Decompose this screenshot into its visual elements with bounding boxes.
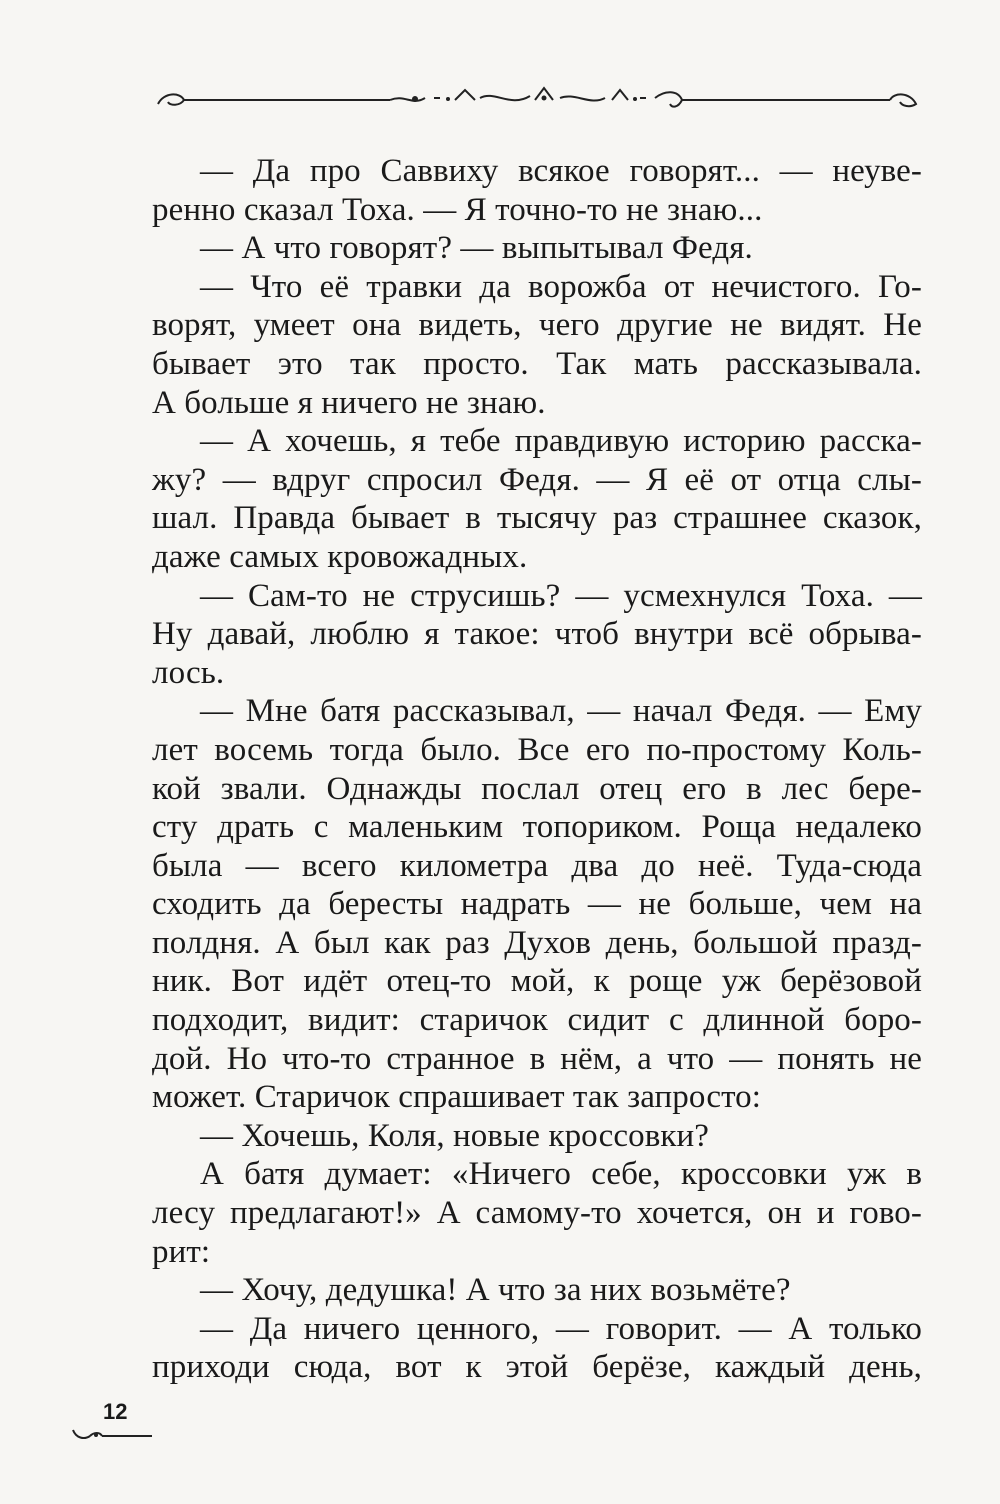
text-line: была — всего километра два до неё. Туда-сюда (152, 847, 922, 884)
text-line: рит: (152, 1233, 211, 1270)
text-line: ренно сказал Тоха. — Я точно-то не знаю... (152, 191, 763, 228)
text-line: А больше я ничего не знаю. (152, 384, 546, 421)
text-line: А батя думает: «Ничего себе, кроссовки уж в (200, 1156, 922, 1193)
text-line: сходить да бересты надрать — не больше, чем на (152, 886, 922, 923)
text-line: приходи сюда, вот к этой берёзе, каждый день, (152, 1349, 922, 1386)
text-line: — Да про Саввиху всякое говорят... — неуве- (200, 153, 922, 189)
text-line: — Сам-то не струсишь? — усмехнулся Тоха. — (200, 577, 922, 614)
text-line: — А хочешь, я тебе правдивую историю расска- (200, 423, 922, 460)
body-text (152, 152, 922, 1387)
text-line: жу? — вдруг спросил Федя. — Я её от отца слы- (152, 461, 922, 498)
text-line: — Мне батя рассказывал, — начал Федя. — Ему (200, 693, 922, 730)
text-line: ворят, умеет она видеть, чего другие не видят. Не (152, 307, 922, 344)
text-line: — Что её травки да ворожба от нечистого. Го- (200, 268, 922, 305)
text-line: кой звали. Однажды послал отец его в лес бере- (152, 770, 922, 807)
text-line: лось. (152, 654, 225, 691)
text-line: — Да ничего ценного, — говорит. — А только (200, 1310, 922, 1347)
bottom-ornament-icon (70, 1424, 155, 1446)
top-ornament-icon (150, 82, 925, 122)
text-line: — А что говорят? — выпытывал Федя. (200, 230, 753, 267)
text-line: шал. Правда бывает в тысячу раз страшнее сказок, (152, 500, 922, 537)
text-line: дой. Но что-то странное в нём, а что — понять не (152, 1040, 922, 1077)
text-line: — Хочешь, Коля, новые кроссовки? (200, 1117, 710, 1154)
text-line: подходит, видит: старичок сидит с длинной боро- (152, 1002, 922, 1039)
text-line: лет восемь тогда было. Все его по-простому Коль- (152, 731, 922, 768)
text-line: полдня. А был как раз Духов день, большой празд- (152, 924, 922, 961)
text-line: ник. Вот идёт отец-то мой, к роще уж берёзовой (152, 963, 922, 1000)
text-line: — Хочу, дедушка! А что за них возьмёте? (200, 1272, 791, 1309)
text-line: Ну давай, люблю я такое: чтоб внутри всё обрыва- (152, 616, 922, 653)
page-number: 12 (103, 1399, 128, 1424)
text-line: лесу предлагают!» А самому-то хочется, он и гово- (152, 1195, 922, 1232)
text-line: может. Старичок спрашивает так запросто: (152, 1079, 762, 1116)
text-line: бывает это так просто. Так мать рассказывала. (152, 345, 922, 382)
text-line: сту драть с маленьким топориком. Роща недалеко (152, 809, 922, 846)
text-line: даже самых кровожадных. (152, 538, 528, 575)
